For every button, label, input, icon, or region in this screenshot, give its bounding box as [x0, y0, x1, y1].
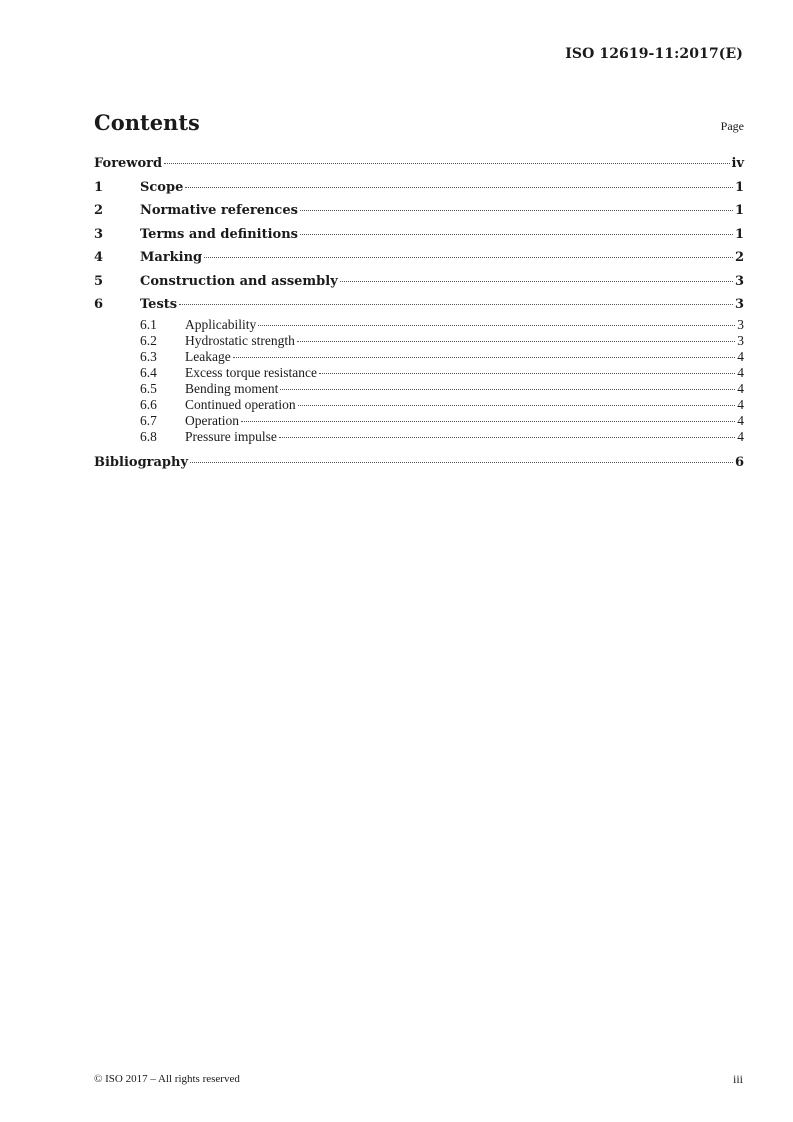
toc-entry-number: 6.5	[140, 380, 157, 396]
table-of-contents	[94, 152, 744, 475]
toc-entry[interactable]	[94, 429, 744, 445]
toc-entry-page: 4	[737, 380, 744, 396]
contents-title: Contents	[94, 110, 200, 135]
toc-dot-leader	[179, 303, 733, 305]
toc-entry-number: 6.7	[140, 413, 157, 429]
toc-entry-title: Bibliography	[94, 455, 189, 471]
toc-dot-leader	[258, 324, 735, 326]
toc-entry-number: 4	[94, 250, 104, 265]
toc-entry-page: 6	[734, 455, 744, 471]
toc-entry-number: 6	[94, 297, 104, 312]
toc-entry-title: Operation	[185, 413, 239, 429]
toc-entry-page: 4	[737, 348, 744, 364]
toc-entry-page: 4	[737, 364, 744, 380]
toc-entry[interactable]	[94, 365, 744, 381]
toc-entry-number: 6.2	[140, 332, 157, 348]
toc-entry-title: Scope	[140, 179, 184, 195]
toc-dot-leader	[300, 233, 733, 235]
toc-entry-page: 4	[737, 396, 744, 412]
toc-dot-leader	[279, 436, 735, 438]
toc-entry-title: Applicability	[185, 316, 257, 332]
contents-heading-row	[94, 110, 744, 140]
toc-entry[interactable]	[94, 317, 744, 333]
toc-dot-leader	[185, 186, 733, 188]
toc-entry[interactable]	[94, 397, 744, 413]
toc-entry-number: 6.6	[140, 396, 157, 412]
toc-entry[interactable]	[94, 152, 744, 176]
toc-entry-number: 1	[94, 179, 104, 195]
toc-entry-title: Marking	[140, 250, 203, 265]
toc-entry-title: Pressure impulse	[185, 429, 277, 445]
toc-entry-page: 4	[737, 429, 744, 445]
copyright-footer: © ISO 2017 – All rights reserved	[94, 1073, 240, 1085]
toc-entry-title: Terms and definitions	[140, 226, 298, 242]
toc-entry-title: Tests	[140, 297, 178, 312]
toc-entry[interactable]	[94, 246, 744, 270]
toc-entry-title: Bending moment	[185, 380, 279, 396]
toc-entry-title: Hydrostatic strength	[185, 332, 295, 348]
toc-entry-page: 1	[734, 226, 744, 242]
toc-entry-number: 6.8	[140, 429, 157, 445]
toc-entry-page: 3	[737, 316, 744, 332]
toc-entry[interactable]	[94, 451, 744, 475]
toc-entry-number: 6.3	[140, 348, 157, 364]
toc-dot-leader	[319, 372, 735, 374]
toc-dot-leader	[164, 162, 729, 164]
toc-entry[interactable]	[94, 293, 744, 317]
toc-entry[interactable]	[94, 413, 744, 429]
toc-entry[interactable]	[94, 333, 744, 349]
toc-dot-leader	[204, 256, 733, 258]
toc-entry-title: Leakage	[185, 348, 231, 364]
toc-entry[interactable]	[94, 223, 744, 247]
toc-entry-page: 1	[734, 179, 744, 195]
toc-entry-page: 2	[734, 250, 744, 265]
toc-dot-leader	[280, 388, 735, 390]
toc-entry-page: 1	[734, 203, 744, 218]
page-column-label: Page	[720, 119, 744, 133]
toc-entry[interactable]	[94, 349, 744, 365]
toc-entry-title: Normative references	[140, 203, 298, 218]
toc-entry-page: 4	[737, 413, 744, 429]
toc-entry-number: 6.1	[140, 316, 157, 332]
toc-entry-title: Foreword	[94, 156, 163, 171]
toc-entry-title: Continued operation	[185, 396, 296, 412]
toc-entry-page: iv	[731, 156, 744, 171]
toc-dot-leader	[190, 461, 733, 463]
toc-entry[interactable]	[94, 176, 744, 200]
toc-dot-leader	[297, 340, 735, 342]
footer-page-number: iii	[732, 1072, 743, 1086]
toc-dot-leader	[233, 356, 736, 358]
toc-entry-number: 6.4	[140, 364, 157, 380]
document-id-header: ISO 12619-11:2017(E)	[565, 46, 743, 62]
toc-entry[interactable]	[94, 381, 744, 397]
toc-dot-leader	[340, 280, 733, 282]
toc-entry-title: Construction and assembly	[140, 273, 338, 289]
toc-entry-page: 3	[734, 297, 744, 312]
toc-entry-page: 3	[734, 273, 744, 289]
toc-dot-leader	[298, 404, 736, 406]
toc-entry[interactable]	[94, 270, 744, 294]
toc-entry-page: 3	[737, 332, 744, 348]
toc-entry-title: Excess torque resistance	[185, 364, 317, 380]
toc-dot-leader	[300, 209, 733, 211]
toc-entry[interactable]	[94, 199, 744, 223]
toc-entry-number: 2	[94, 203, 104, 218]
toc-dot-leader	[241, 420, 735, 422]
toc-entry-number: 3	[94, 226, 104, 242]
toc-entry-number: 5	[94, 273, 104, 289]
